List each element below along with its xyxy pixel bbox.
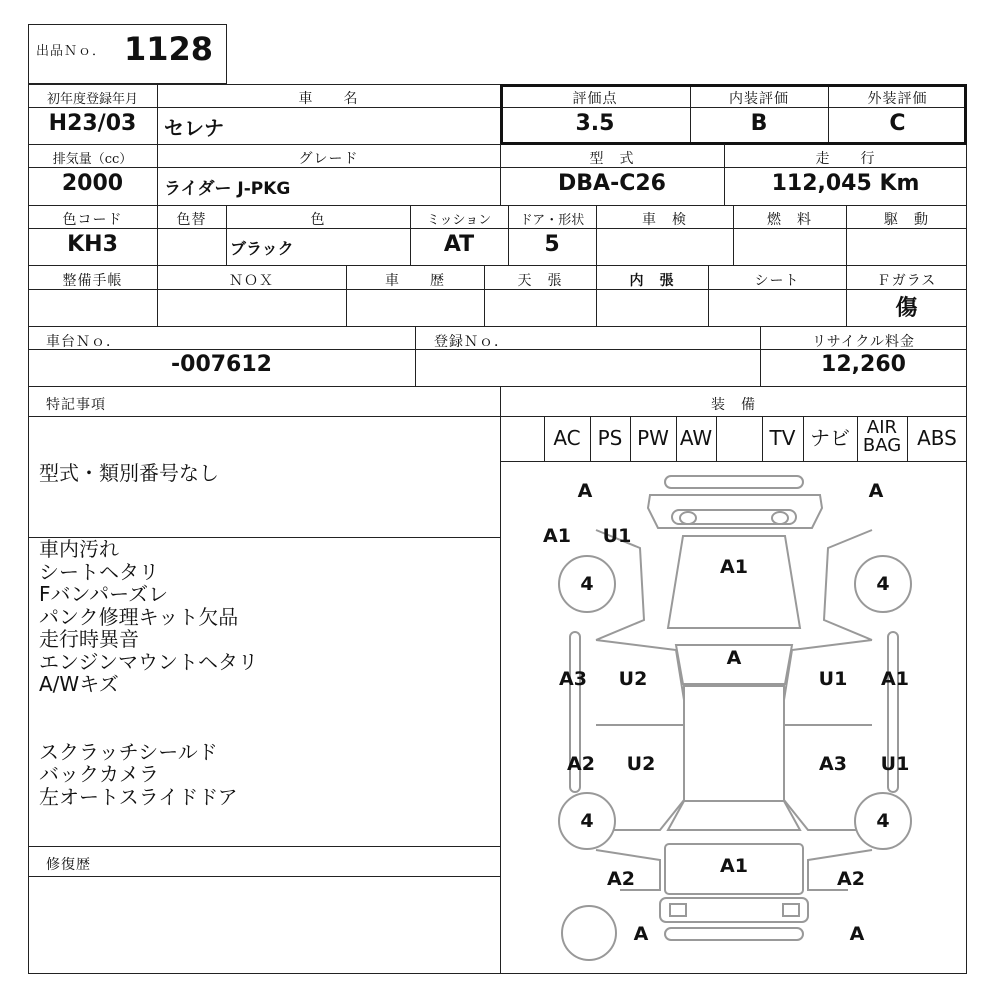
mark-tire-fl: 4 xyxy=(580,573,594,595)
remark-line: 車内汚れ xyxy=(39,537,119,561)
grade-value: ライダー J-PKG xyxy=(164,179,291,199)
equipment-aw: AW xyxy=(679,426,713,450)
exterior-value: C xyxy=(889,111,906,136)
roof-outline xyxy=(684,686,784,801)
emblem-left-icon xyxy=(680,512,696,524)
mark-hood: A1 xyxy=(720,556,748,578)
remark-line: 左オートスライドドア xyxy=(39,784,238,809)
lot-number: 1128 xyxy=(124,30,214,68)
front-bumper-outline xyxy=(665,476,803,488)
registration-header: 登録Ｎｏ． xyxy=(434,334,509,350)
color-change-header: 色替 xyxy=(176,212,207,228)
rear-window-outline xyxy=(668,801,800,830)
rear-lower-bumper xyxy=(665,928,803,940)
interior-value: B xyxy=(750,111,768,136)
remarks-list xyxy=(39,538,258,808)
recycle-header: リサイクル料金 xyxy=(811,334,916,350)
exterior-header: 外装評価 xyxy=(867,91,928,107)
mark-roof-front: A xyxy=(726,647,742,669)
equipment-tv: TV xyxy=(769,426,796,450)
mark-tire-rl: 4 xyxy=(580,810,594,832)
mark-left-u2-b: U2 xyxy=(626,753,656,775)
chassis-value: -007612 xyxy=(171,352,272,377)
equipment-airbag: AIR BAG xyxy=(862,417,902,456)
nox-header: ＮＯＸ xyxy=(229,273,274,289)
remark-line: パンク修理キット欠品 xyxy=(39,604,239,629)
mark-rear-a-right: A xyxy=(849,923,865,945)
service-book-header: 整備手帳 xyxy=(62,273,123,289)
f-glass-value: 傷 xyxy=(895,295,918,321)
mark-left-u2-a: U2 xyxy=(618,668,648,690)
mark-trunk: A1 xyxy=(720,855,748,877)
interior-trim-header: 内 張 xyxy=(629,273,675,289)
doors-header: ドア・形状 xyxy=(519,213,585,228)
equipment-ps: PS xyxy=(597,426,623,450)
mileage-header: 走 行 xyxy=(815,151,876,167)
grade-header: グレード xyxy=(298,151,359,167)
drive-header: 駆 動 xyxy=(884,212,929,228)
equipment-abs: ABS xyxy=(917,426,957,450)
reg-date-header: 初年度登録年月 xyxy=(46,92,138,107)
spare-tire-icon xyxy=(562,906,616,960)
remark-line: バックカメラ xyxy=(39,762,159,786)
remark-line: 走行時異音 xyxy=(39,627,139,651)
remark-line xyxy=(39,696,258,719)
rear-plate-right xyxy=(783,904,799,916)
color-header: 色 xyxy=(310,212,326,228)
mark-rear-a-left: A xyxy=(633,923,649,945)
score-header: 評価点 xyxy=(572,91,618,107)
color-code-header: 色コード xyxy=(62,212,123,228)
car-name-value: セレナ xyxy=(164,116,224,140)
emblem-right-icon xyxy=(772,512,788,524)
equipment-navi: ナビ xyxy=(810,426,850,450)
doors-value: 5 xyxy=(544,232,560,257)
equipment-pw: PW xyxy=(637,426,669,450)
score-value: 3.5 xyxy=(575,111,615,136)
fuel-header: 燃 料 xyxy=(767,212,812,228)
interior-header: 内装評価 xyxy=(729,91,789,107)
remark-line xyxy=(39,718,258,741)
mark-right-u1-b: U1 xyxy=(880,753,910,775)
recycle-value: 12,260 xyxy=(821,352,906,377)
repair-header: 修復歴 xyxy=(46,857,91,873)
remarks-top: 型式・類別番号なし xyxy=(39,461,219,485)
rear-plate-left xyxy=(670,904,686,916)
mark-rear-right-a2: A2 xyxy=(837,868,865,890)
model-value: DBA-C26 xyxy=(558,171,666,196)
mark-tire-fr: 4 xyxy=(876,573,890,595)
mileage-value: 112,045 Km xyxy=(771,171,920,196)
inspection-header: 車 検 xyxy=(642,212,687,228)
mark-u1-left: U1 xyxy=(602,525,632,547)
mark-rear-left-a2: A2 xyxy=(607,868,635,890)
equipment-header: 装 備 xyxy=(711,397,756,413)
mark-front-left: A xyxy=(577,480,593,502)
remark-line: A/Wキズ xyxy=(39,672,119,696)
displacement-header: 排気量（cc） xyxy=(52,152,133,167)
remark-line: スクラッチシールド xyxy=(39,739,218,764)
mark-a1-left: A1 xyxy=(543,525,571,547)
model-header: 型 式 xyxy=(589,151,635,167)
remark-line: シートヘタリ xyxy=(39,559,159,584)
reg-date-value: H23/03 xyxy=(48,111,137,136)
transmission-value: AT xyxy=(443,232,475,257)
car-name-header: 車 名 xyxy=(298,91,359,107)
mark-left-a2: A2 xyxy=(567,753,595,775)
mark-right-u1: U1 xyxy=(818,668,848,690)
hood-outline xyxy=(668,536,800,628)
mark-front-right: A xyxy=(868,480,884,502)
history-header: 車 歴 xyxy=(385,273,445,289)
transmission-header: ミッション xyxy=(426,213,492,228)
remarks-header: 特記事項 xyxy=(46,397,106,413)
remark-line: エンジンマウントヘタリ xyxy=(39,649,258,674)
f-glass-header: Ｆガラス xyxy=(876,273,937,289)
mark-right-a3: A3 xyxy=(819,753,847,775)
displacement-value: 2000 xyxy=(61,171,124,196)
mark-left-a3: A3 xyxy=(559,668,587,690)
equipment-ac: AC xyxy=(553,426,581,450)
mark-right-a1: A1 xyxy=(881,668,909,690)
chassis-header: 車台Ｎｏ． xyxy=(46,334,121,350)
color-code-value: KH3 xyxy=(67,232,118,257)
mark-tire-rr: 4 xyxy=(876,810,890,832)
lot-label: 出品Ｎｏ． xyxy=(36,44,107,59)
seat-header: シート xyxy=(754,273,800,289)
rear-bumper-outline xyxy=(660,898,808,922)
color-value: ブラック xyxy=(230,239,294,258)
sunroof-header: 天 張 xyxy=(517,273,563,289)
remark-line: Fバンパーズレ xyxy=(39,582,169,606)
